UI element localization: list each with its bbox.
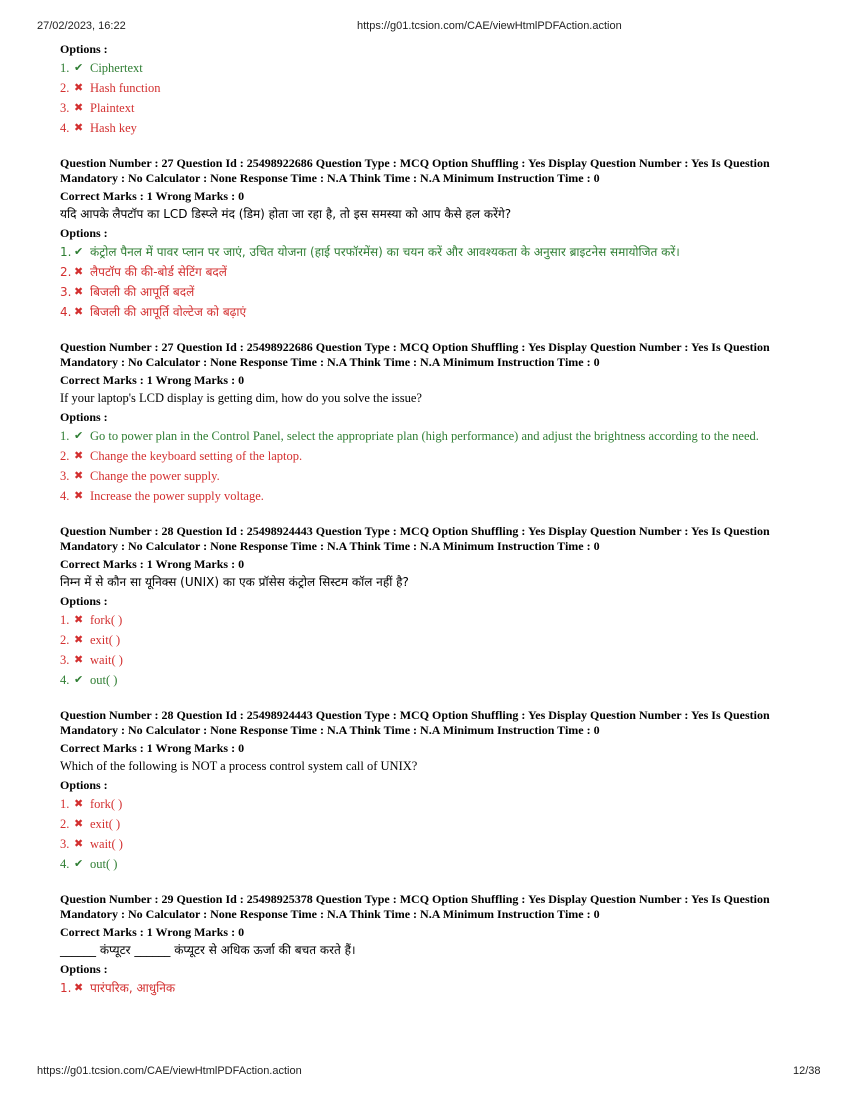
option-item: 3. ✖ wait( ) (60, 837, 123, 851)
cross-icon: ✖ (74, 470, 84, 482)
option-item: 1. ✖ fork( ) (60, 797, 123, 811)
question-meta: Question Number : 28 Question Id : 25498924443 Question Type : MCQ Option Shuffling : Yes Display Question Number : Yes Is Question Mandatory : No Calculator : None Response Time : N.A Think Time : N.A Minimum Instruction Time : 0 (60, 524, 770, 553)
question-text: ______ कंप्यूटर ______ कंप्यूटर से अधिक ऊर्जा की बचत करते हैं। (60, 943, 356, 957)
option-item: 4. ✔ out( ) (60, 857, 118, 871)
option-item: 2. ✖ लैपटॉप की की-बोर्ड सेटिंग बदलें (60, 265, 227, 279)
question-meta: Question Number : 27 Question Id : 25498922686 Question Type : MCQ Option Shuffling : Yes Display Question Number : Yes Is Question Mandatory : No Calculator : None Response Time : N.A Think Time : N.A Minimum Instruction Time : 0 (60, 156, 770, 185)
check-icon: ✔ (74, 674, 84, 686)
print-url-header: https://g01.tcsion.com/CAE/viewHtmlPDFAction.action (357, 20, 622, 32)
cross-icon: ✖ (74, 614, 84, 626)
cross-icon: ✖ (74, 305, 84, 318)
option-item: 2. ✖ exit( ) (60, 633, 121, 647)
question-block (60, 340, 795, 504)
question-block-continued (60, 42, 795, 136)
question-meta: Question Number : 28 Question Id : 25498924443 Question Type : MCQ Option Shuffling : Yes Display Question Number : Yes Is Question Mandatory : No Calculator : None Response Time : N.A Think Time : N.A Minimum Instruction Time : 0 (60, 708, 770, 737)
question-text: निम्न में से कौन सा यूनिक्स (UNIX) का एक प्रॉसेस कंट्रोल सिस्टम कॉल नहीं है? (60, 575, 409, 589)
options-label: Options : (60, 962, 108, 976)
question-marks: Correct Marks : 1 Wrong Marks : 0 (60, 557, 245, 571)
cross-icon: ✖ (74, 634, 84, 646)
option-item: 2. ✖ exit( ) (60, 817, 121, 831)
check-icon: ✔ (74, 245, 84, 258)
option-item: 1. ✖ fork( ) (60, 613, 123, 627)
cross-icon: ✖ (74, 981, 84, 994)
cross-icon: ✖ (74, 82, 84, 94)
cross-icon: ✖ (74, 490, 84, 502)
question-marks: Correct Marks : 1 Wrong Marks : 0 (60, 373, 245, 387)
option-item: 1. ✖ पारंपरिक, आधुनिक (60, 981, 176, 995)
question-marks: Correct Marks : 1 Wrong Marks : 0 (60, 741, 245, 755)
option-item: 3. ✖ wait( ) (60, 653, 123, 667)
option-item: 4. ✖ बिजली की आपूर्ति वोल्टेज को बढ़ाएं (60, 305, 247, 319)
question-text: If your laptop's LCD display is getting dim, how do you solve the issue? (60, 391, 422, 405)
question-block (60, 892, 795, 996)
cross-icon: ✖ (74, 285, 84, 298)
cross-icon: ✖ (74, 102, 84, 114)
option-item: 4. ✖ Increase the power supply voltage. (60, 489, 264, 503)
options-label: Options : (60, 410, 108, 424)
print-datetime: 27/02/2023, 16:22 (37, 20, 126, 32)
page-number: 12/38 (793, 1065, 821, 1077)
option-item: 2. ✖ Change the keyboard setting of the laptop. (60, 449, 303, 463)
cross-icon: ✖ (74, 838, 84, 850)
question-meta: Question Number : 29 Question Id : 25498925378 Question Type : MCQ Option Shuffling : Yes Display Question Number : Yes Is Question Mandatory : No Calculator : None Response Time : N.A Think Time : N.A Minimum Instruction Time : 0 (60, 892, 770, 921)
option-item: 3. ✖ बिजली की आपूर्ति बदलें (60, 285, 195, 299)
option-item: 1. ✔ कंट्रोल पैनल में पावर प्लान पर जाएं, उचित योजना (हाई परफॉरमेंस) का चयन करें और आवश्यकता के अनुसार ब्राइटनेस समायोजित करें। (60, 245, 680, 259)
options-label: Options : (60, 594, 108, 608)
options-label: Options : (60, 42, 108, 56)
option-item: 1. ✔ Ciphertext (60, 61, 143, 75)
option-item: 3. ✖ Change the power supply. (60, 469, 220, 483)
check-icon: ✔ (74, 858, 84, 870)
question-meta: Question Number : 27 Question Id : 25498922686 Question Type : MCQ Option Shuffling : Yes Display Question Number : Yes Is Question Mandatory : No Calculator : None Response Time : N.A Think Time : N.A Minimum Instruction Time : 0 (60, 340, 770, 369)
option-item: 2. ✖ Hash function (60, 81, 161, 95)
question-block (60, 524, 795, 688)
cross-icon: ✖ (74, 818, 84, 830)
cross-icon: ✖ (74, 450, 84, 462)
question-marks: Correct Marks : 1 Wrong Marks : 0 (60, 925, 245, 939)
print-url-footer: https://g01.tcsion.com/CAE/viewHtmlPDFAction.action (37, 1065, 302, 1077)
check-icon: ✔ (74, 62, 84, 74)
question-text: Which of the following is NOT a process control system call of UNIX? (60, 759, 418, 773)
document-content (60, 38, 795, 1016)
question-block (60, 156, 795, 320)
option-item: 4. ✔ out( ) (60, 673, 118, 687)
options-label: Options : (60, 226, 108, 240)
cross-icon: ✖ (74, 654, 84, 666)
options-label: Options : (60, 778, 108, 792)
cross-icon: ✖ (74, 798, 84, 810)
check-icon: ✔ (74, 430, 84, 442)
cross-icon: ✖ (74, 122, 84, 134)
question-block (60, 708, 795, 872)
option-item: 4. ✖ Hash key (60, 121, 137, 135)
question-marks: Correct Marks : 1 Wrong Marks : 0 (60, 189, 245, 203)
option-item: 1. ✔ Go to power plan in the Control Panel, select the appropriate plan (high performance) and adjust the brightness according to the need. (60, 429, 759, 443)
option-item: 3. ✖ Plaintext (60, 101, 135, 115)
question-text: यदि आपके लैपटॉप का LCD डिस्प्ले मंद (डिम) होता जा रहा है, तो इस समस्या को आप कैसे हल करेंगे? (60, 207, 512, 221)
cross-icon: ✖ (74, 265, 84, 278)
